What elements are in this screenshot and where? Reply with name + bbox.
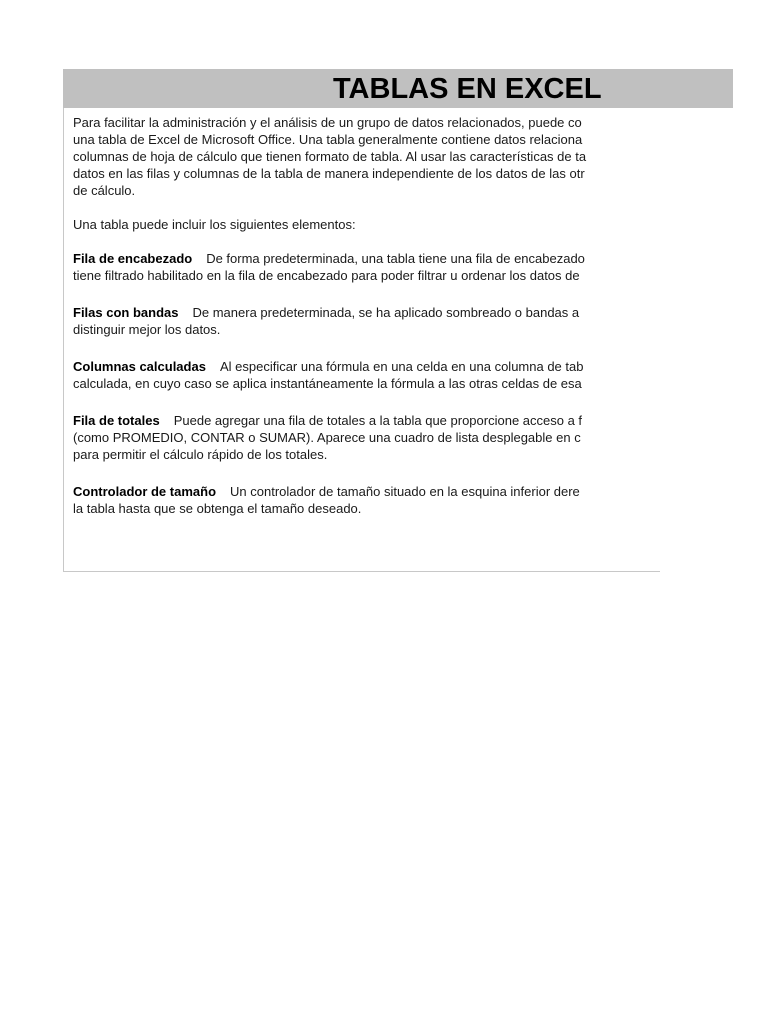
- section-calculated-row: [73, 358, 660, 375]
- section-text: distinguir mejor los datos.: [73, 322, 221, 337]
- intro-line: de cálculo.: [73, 183, 136, 198]
- section-bands-row: [73, 304, 660, 321]
- term-filas-con-bandas: Filas con bandas: [73, 305, 179, 320]
- intro-line: datos en las filas y columnas de la tabla de manera independiente de los datos de las otr: [73, 166, 585, 181]
- section-text: tiene filtrado habilitado en la fila de encabezado para poder filtrar u ordenar los datos de: [73, 268, 580, 283]
- section-totals-row: [73, 412, 660, 429]
- intro-line: una tabla de Excel de Microsoft Office. Una tabla generalmente contiene datos relaciona: [73, 132, 583, 147]
- text-content: [73, 114, 660, 517]
- section-resize-row: [73, 483, 660, 500]
- section-text: De manera predeterminada, se ha aplicado sombreado o bandas a: [192, 305, 580, 320]
- page-title: TABLAS EN EXCEL: [333, 73, 602, 105]
- section-text: la tabla hasta que se obtenga el tamaño deseado.: [73, 501, 362, 516]
- term-fila-de-totales: Fila de totales: [73, 413, 160, 428]
- section-text: para permitir el cálculo rápido de los totales.: [73, 447, 328, 462]
- term-columnas-calculadas: Columnas calculadas: [73, 359, 206, 374]
- section-text: De forma predeterminada, una tabla tiene una fila de encabezado: [206, 251, 585, 266]
- title-bar: [63, 69, 733, 108]
- section-text: Puede agregar una fila de totales a la tabla que proporcione acceso a f: [173, 413, 583, 428]
- intro-line: Para facilitar la administración y el análisis de un grupo de datos relacionados, puede co: [73, 115, 582, 130]
- section-header-row: [73, 250, 660, 267]
- section-text: calculada, en cuyo caso se aplica instantáneamente la fórmula a las otras celdas de esa: [73, 376, 582, 391]
- section-text: (como PROMEDIO, CONTAR o SUMAR). Aparece una cuadro de lista desplegable en c: [73, 430, 581, 445]
- section-text: Un controlador de tamaño situado en la esquina inferior dere: [230, 484, 580, 499]
- intro-line: columnas de hoja de cálculo que tienen formato de tabla. Al usar las características de ta: [73, 149, 587, 164]
- text-box[interactable]: [63, 108, 660, 572]
- term-controlador-de-tamano: Controlador de tamaño: [73, 484, 217, 499]
- elements-intro: Una tabla puede incluir los siguientes elementos:: [73, 217, 356, 232]
- term-fila-de-encabezado: Fila de encabezado: [73, 251, 193, 266]
- section-text: Al especificar una fórmula en una celda en una columna de tab: [219, 359, 584, 374]
